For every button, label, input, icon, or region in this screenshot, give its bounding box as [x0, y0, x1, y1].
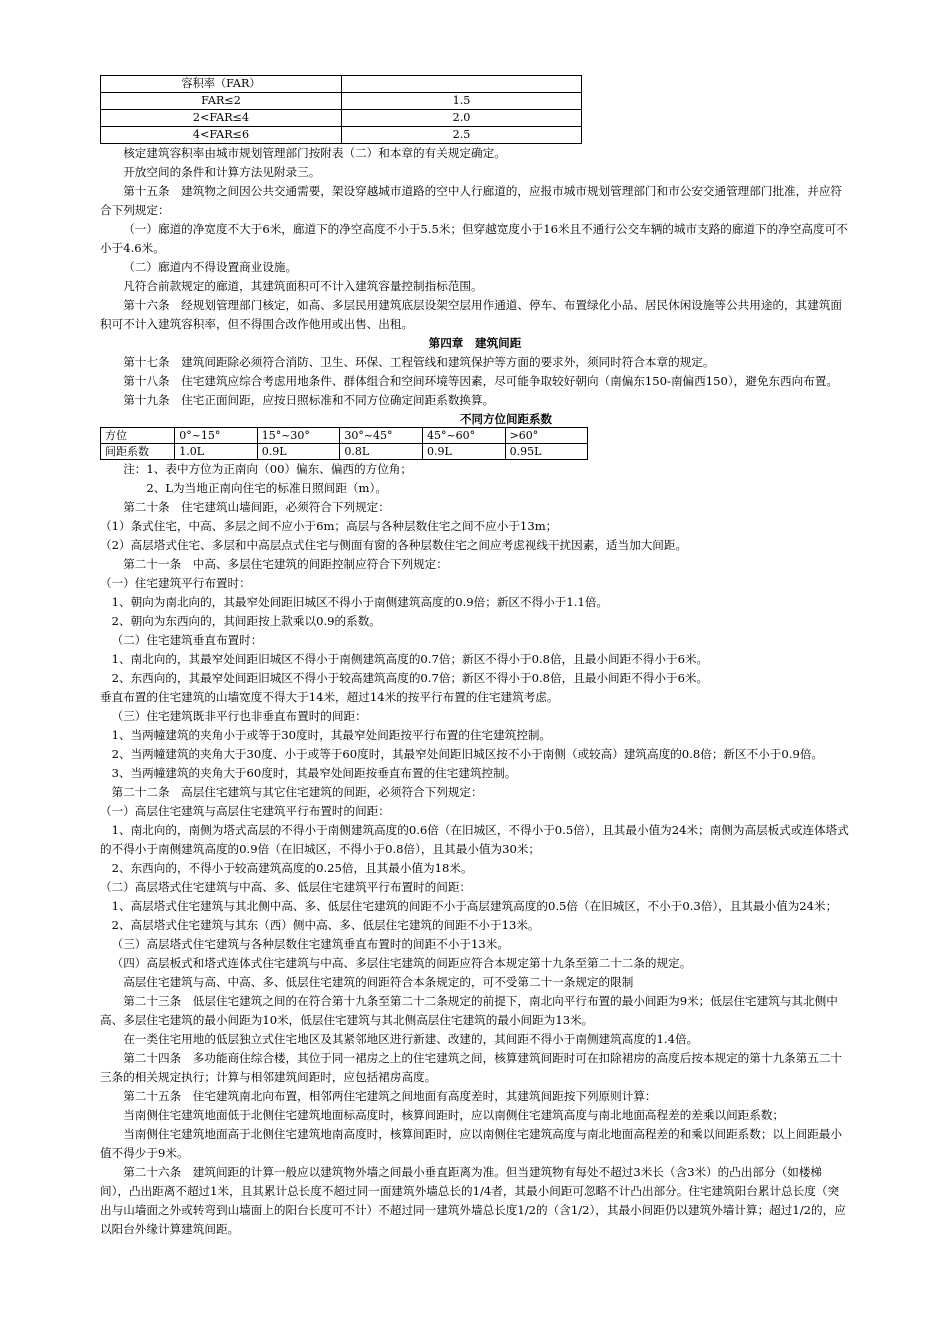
table-cell: 4<FAR≤6 — [101, 127, 342, 144]
paragraph: 当南侧住宅建筑地面低于北侧住宅建筑地面标高度时，核算间距时，应以南侧住宅建筑高度与南北地面高程差的差乘以间距系数； — [123, 1108, 785, 1122]
paragraph: 2、朝向为东西向的，其间距按上款乘以0.9的系数。 — [111, 614, 381, 628]
table-row — [101, 444, 588, 460]
paragraph: （三）高层塔式住宅建筑与各种层数住宅建筑垂直布置时的间距不小于13米。 — [111, 937, 509, 951]
paragraph: 1、朝向为南北向的，其最窄处间距旧城区不得小于南侧建筑高度的0.9倍；新区不得小于1.1倍。 — [111, 595, 609, 609]
paragraph: 垂直布置的住宅建筑的山墙宽度不得大于14米，超过14米的按平行布置的住宅建筑考虑。 — [100, 690, 559, 704]
paragraph: 1、南北向的，其最窄处间距旧城区不得小于南侧建筑高度的0.7倍；新区不得小于0.8倍，且最小间距不得小于6米。 — [111, 652, 709, 666]
table-row — [101, 76, 582, 93]
paragraph: （2）高层塔式住宅、多层和中高层点式住宅与侧面有窗的各种层数住宅之间应考虑视线干扰因素，适当加大间距。 — [100, 538, 688, 552]
table-cell: FAR≤2 — [101, 93, 342, 110]
paragraph: 第十七条 建筑间距除必须符合消防、卫生、环保、工程管线和建筑保护等方面的要求外，须同时符合本章的规定。 — [123, 355, 715, 369]
paragraph: （一）廊道的净宽度不大于6米，廊道下的净空高度不小于5.5米；但穿越宽度小于16米且不通行公交车辆的城市支路的廊道下的净空高度可不小于4.6米。 — [100, 222, 848, 255]
note: 注：1、表中方位为正南向（00）偏东、偏西的方位角； — [123, 462, 412, 476]
paragraph: 当南侧住宅建筑地面高于北侧住宅建筑地南高度时，核算间距时，应以南侧住宅建筑高度与南北地面高程差的和乘以间距系数；以上间距最小值不得少于9米。 — [100, 1127, 843, 1160]
paragraph: 第二十一条 中高、多层住宅建筑的间距控制应符合下列规定： — [123, 557, 448, 571]
table-cell: 2.0 — [342, 110, 582, 127]
paragraph: 第二十三条 低层住宅建筑之间的在符合第十九条至第二十二条规定的前提下，南北向平行布置的最小间距为9米；低层住宅建筑与其北侧中高、多层住宅建筑的最小间距为10米，低层住宅建筑与其北侧高层住宅建筑的最小间距为13米。 — [100, 994, 838, 1027]
coef-table-title: 不同方位间距系数 — [460, 412, 552, 426]
paragraph: 1、当两幢建筑的夹角小于或等于30度时，其最窄处间距按平行布置的住宅建筑控制。 — [111, 728, 552, 742]
table-cell: 间距系数 — [101, 444, 175, 460]
table-cell: 0.8L — [340, 444, 423, 460]
paragraph: 3、当两幢建筑的夹角大于60度时，其最窄处间距按垂直布置的住宅建筑控制。 — [111, 766, 517, 780]
table-cell: >60° — [505, 428, 587, 444]
paragraph: （四）高层板式和塔式连体式住宅建筑与中高、多层住宅建筑的间距应符合本规定第十九条至第二十二条的规定。 — [111, 956, 692, 970]
paragraph: 1、高层塔式住宅建筑与其北侧中高、多、低层住宅建筑的间距不小于高层建筑高度的0.5倍（在旧城区，不小于0.3倍），且其最小值为24米； — [111, 899, 838, 913]
paragraph: 开放空间的条件和计算方法见附录三。 — [123, 165, 321, 179]
table-cell: 0.95L — [505, 444, 587, 460]
paragraph: （一）高层住宅建筑与高层住宅建筑平行布置时的间距： — [100, 804, 390, 818]
paragraph: 在一类住宅用地的低层独立式住宅地区及其紧邻地区进行新建、改建的，其间距不得小于南侧建筑高度的1.4倍。 — [123, 1032, 699, 1046]
table-row — [101, 93, 582, 110]
paragraph: （二）廊道内不得设置商业设施。 — [123, 260, 298, 274]
paragraph: 核定建筑容积率由城市规划管理部门按附表（二）和本章的有关规定确定。 — [123, 146, 506, 160]
table-cell: 1.5 — [342, 93, 582, 110]
table-cell: 容积率（FAR） — [101, 76, 342, 93]
paragraph: 2、高层塔式住宅建筑与其东（西）侧中高、多、低层住宅建筑的间距不小于13米。 — [111, 918, 540, 932]
paragraph: 第二十四条 多功能商住综合楼，其位于同一裙房之上的住宅建筑之间，核算建筑间距时可在扣除裙房的高度后按本规定的第十九条第五二十三条的相关规定执行；计算与相邻建筑间距时，应包括裙房高度。 — [100, 1051, 843, 1084]
table-cell: 45°~60° — [422, 428, 505, 444]
table-cell: 0.9L — [257, 444, 340, 460]
paragraph: 第二十条 住宅建筑山墙间距，必须符合下列规定： — [123, 500, 390, 514]
table-cell: 2.5 — [342, 127, 582, 144]
paragraph: 第十六条 经规划管理部门核定，如高、多层民用建筑底层设架空层用作通道、停车、布置绿化小品、居民休闲设施等公共用途的，其建筑面积可不计入建筑容积率，但不得围合改作他用或出售、出租。 — [100, 298, 843, 331]
far-table — [100, 75, 582, 144]
coef-table — [100, 427, 588, 460]
table-cell: 方位 — [101, 428, 175, 444]
paragraph: 第二十二条 高层住宅建筑与其它住宅建筑的间距，必须符合下列规定： — [111, 785, 483, 799]
chapter-title: 第四章 建筑间距 — [428, 336, 522, 350]
paragraph: 1、南北向的，南侧为塔式高层的不得小于南侧建筑高度的0.6倍（在旧城区，不得小于0.5倍），且其最小值为24米；南侧为高层板式或连体塔式的不得小于南侧建筑高度的0.9倍（在旧城区，不得小于0.8倍），且其最小值为30米； — [100, 823, 849, 856]
paragraph: 第十五条 建筑物之间因公共交通需要，架设穿越城市道路的空中人行廊道的，应报市城市规划管理部门和市公安交通管理部门批准，并应符合下列规定： — [100, 184, 843, 217]
table-row — [101, 428, 588, 444]
table-cell — [342, 76, 582, 93]
paragraph: （三）住宅建筑既非平行也非垂直布置时的间距： — [111, 709, 367, 723]
note: 2、L为当地正南向住宅的标准日照间距（m）。 — [146, 481, 387, 495]
table-cell: 1.0L — [175, 444, 258, 460]
paragraph: 第十八条 住宅建筑应综合考虑用地条件、群体组合和空间环境等因素，尽可能争取较好朝向（南偏东150-南偏西150），避免东西向布置。 — [123, 374, 839, 388]
table-cell: 2<FAR≤4 — [101, 110, 342, 127]
table-cell: 15°~30° — [257, 428, 340, 444]
paragraph: 第二十五条 住宅建筑南北向布置，相邻两住宅建筑之间地面有高度差时，其建筑间距按下列原则计算： — [123, 1089, 657, 1103]
paragraph: 第二十六条 建筑间距的计算一般应以建筑物外墙之间最小垂直距离为准。但当建筑物有每处不超过3米长（含3米）的凸出部分（如楼梯间），凸出距离不超过1米，且其累计总长度不超过同一面建筑外墙总长的1/4者，其最小间距可忽略不计凸出部分。住宅建筑阳台累计总长度（突出与山墙面之外或转弯到山墙面上的阳台长度可不计）不超过同一建筑外墙总长度1/2的（含1/2），其最小间距仍以建筑外墙计算；超过1/2的，应以阳台外缘计算建筑间距。 — [100, 1165, 846, 1236]
table-cell: 30°~45° — [340, 428, 423, 444]
paragraph: 2、东西向的，其最窄处间距旧城区不得小于较高建筑高度的0.7倍；新区不得小于0.8倍，且最小间距不得小于6米。 — [111, 671, 709, 685]
document-page — [100, 75, 850, 1239]
table-cell: 0°~15° — [175, 428, 258, 444]
paragraph: （二）住宅建筑垂直布置时： — [111, 633, 263, 647]
paragraph: 高层住宅建筑与高、中高、多、低层住宅建筑的间距符合本条规定的，可不受第二十一条规定的限制 — [123, 975, 634, 989]
table-row — [101, 110, 582, 127]
paragraph: 2、当两幢建筑的夹角大于30度、小于或等于60度时，其最窄处间距旧城区按不小于南侧（或较高）建筑高度的0.8倍；新区不小于0.9倍。 — [111, 747, 824, 761]
paragraph: （二）高层塔式住宅建筑与中高、多、低层住宅建筑平行布置时的间距： — [100, 880, 472, 894]
paragraph: 凡符合前款规定的廊道，其建筑面积可不计入建筑容量控制指标范围。 — [123, 279, 483, 293]
paragraph: 第十九条 住宅正面间距，应按日照标准和不同方位确定间距系数换算。 — [123, 393, 495, 407]
table-row — [101, 127, 582, 144]
paragraph: （一）住宅建筑平行布置时： — [100, 576, 251, 590]
paragraph: （1）条式住宅，中高、多层之间不应小于6m；高层与各种层数住宅之间不应小于13m； — [100, 519, 558, 533]
table-cell: 0.9L — [422, 444, 505, 460]
paragraph: 2、东西向的，不得小于较高建筑高度的0.25倍，且其最小值为18米。 — [111, 861, 473, 875]
